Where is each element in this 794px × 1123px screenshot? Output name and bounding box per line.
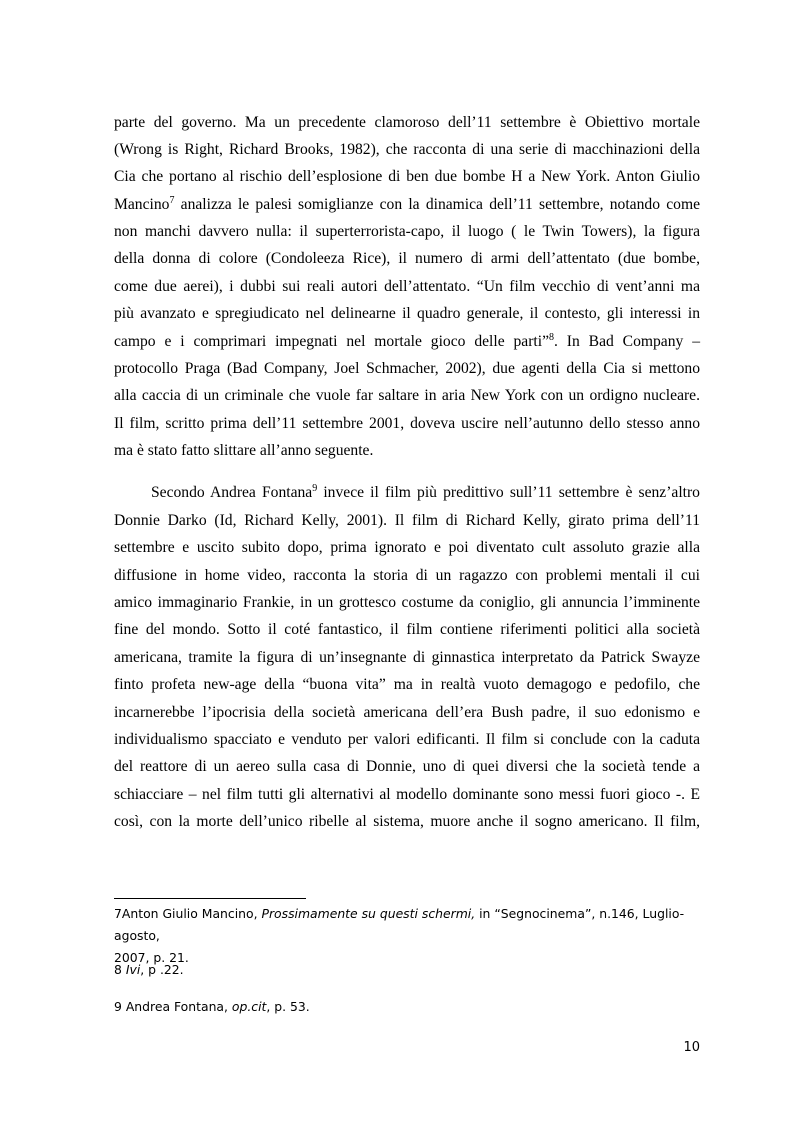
text-line: finto profeta new-age della “buona vita” ma in realtà vuoto demagogo e pedofilo, che — [114, 676, 700, 693]
text-line: della donna di colore (Condoleeza Rice), il numero di armi dell’attentato (due bombe, — [114, 250, 700, 267]
footnote-number: 9 — [114, 999, 126, 1014]
footnote-ref-9: 9 — [312, 483, 318, 494]
footnote-text: 2007, p. 21. — [114, 950, 189, 965]
footnote-separator — [114, 898, 306, 899]
footnote-8 — [114, 959, 704, 981]
text-line: così, con la morte dell’unico ribelle al sistema, muore anche il sogno americano. Il film, — [114, 813, 700, 830]
text-line: protocollo Praga (Bad Company, Joel Schmacher, 2002), due agenti della Cia si mettono — [114, 360, 700, 377]
footnote-ref-7: 7 — [169, 195, 175, 206]
footnote-title: Prossimamente su questi schermi, — [261, 906, 476, 921]
footnote-number: 8 — [114, 962, 126, 977]
text-line: Donnie Darko (Id, Richard Kelly, 2001). Il film di Richard Kelly, girato prima dell’11 — [114, 512, 700, 529]
text-line: alla caccia di un criminale che vuole far saltare in aria New York con un ordigno nucleare. — [114, 387, 700, 404]
footnote-title: op.cit — [231, 999, 267, 1014]
text-run: invece il film più predittivo sull’11 settembre è senz’altro — [317, 484, 700, 501]
footnote-author: Anton Giulio Mancino, — [121, 906, 262, 921]
text-line — [114, 330, 700, 354]
text-run: Mancino — [114, 196, 170, 213]
text-run: . In Bad Company – — [554, 333, 700, 350]
text-line: individualismo spacciato e venduto per valori edificanti. Il film si conclude con la caduta — [114, 731, 700, 748]
text-line: più avanzato e spregiudicato nel delinearne il quadro generale, il contesto, gli interessi in — [114, 305, 700, 322]
text-line: diffusione in home video, racconta la storia di un ragazzo con problemi mentali il cui — [114, 567, 700, 584]
footnote-author: Andrea Fontana, — [125, 999, 232, 1014]
text-line — [151, 481, 700, 505]
footnote-title: Ivi — [125, 962, 141, 977]
footnote-ref-8: 8 — [549, 332, 555, 343]
footnote-text: in “Segnocinema”, n.146, Luglio-agosto, — [114, 906, 685, 943]
footnote-text: , p. 53. — [266, 999, 310, 1014]
text-run: campo e i comprimari impegnati nel mortale gioco delle parti” — [114, 333, 550, 350]
text-line: ma è stato fatto slittare all’anno seguente. — [114, 442, 374, 459]
text-line: fine del mondo. Sotto il coté fantastico, il film contiene riferimenti politici alla società — [114, 621, 700, 638]
footnote-text: , p .22. — [140, 962, 184, 977]
footnote-number: 7 — [114, 906, 122, 921]
text-line: americana, tramite la figura di un’insegnante di ginnastica interpretato da Patrick Swayze — [114, 649, 700, 666]
text-line: Cia che portano al rischio dell’esplosione di ben due bombe H a New York. Anton Giulio — [114, 168, 700, 185]
text-line: settembre e uscito subito dopo, prima ignorato e poi diventato cult assoluto grazie alla — [114, 539, 700, 556]
text-line: non manchi davvero nulla: il superterrorista-capo, il luogo ( le Twin Towers), la figura — [114, 223, 700, 240]
text-line: Il film, scritto prima dell’11 settembre 2001, doveva uscire nell’autunno dello stesso anno — [114, 415, 700, 432]
text-run: Secondo Andrea Fontana — [151, 484, 313, 501]
page-number: 10 — [683, 1040, 700, 1055]
text-line: del reattore di un aereo sulla casa di Donnie, uno di quei diversi che la società tende a — [114, 758, 700, 775]
text-line: amico immaginario Frankie, in un grottesco costume da coniglio, gli annuncia l’imminente — [114, 594, 700, 611]
text-line: incarnerebbe l’ipocrisia della società americana dell’era Bush padre, il suo edonismo e — [114, 704, 700, 721]
text-line: parte del governo. Ma un precedente clamoroso dell’11 settembre è Obiettivo mortale — [114, 114, 700, 131]
text-run: analizza le palesi somiglianze con la dinamica dell’11 settembre, notando come — [174, 196, 700, 213]
text-line: come due aerei), i dubbi sui reali autori dell’attentato. “Un film vecchio di vent’anni ma — [114, 278, 700, 295]
text-line: (Wrong is Right, Richard Brooks, 1982), che racconta di una serie di macchinazioni della — [114, 141, 700, 158]
footnote-9 — [114, 996, 704, 1018]
text-line: schiacciare – nel film tutti gli alternativi al modello dominante sono messi fuori gioco -. E — [114, 786, 700, 803]
text-line — [114, 193, 700, 217]
